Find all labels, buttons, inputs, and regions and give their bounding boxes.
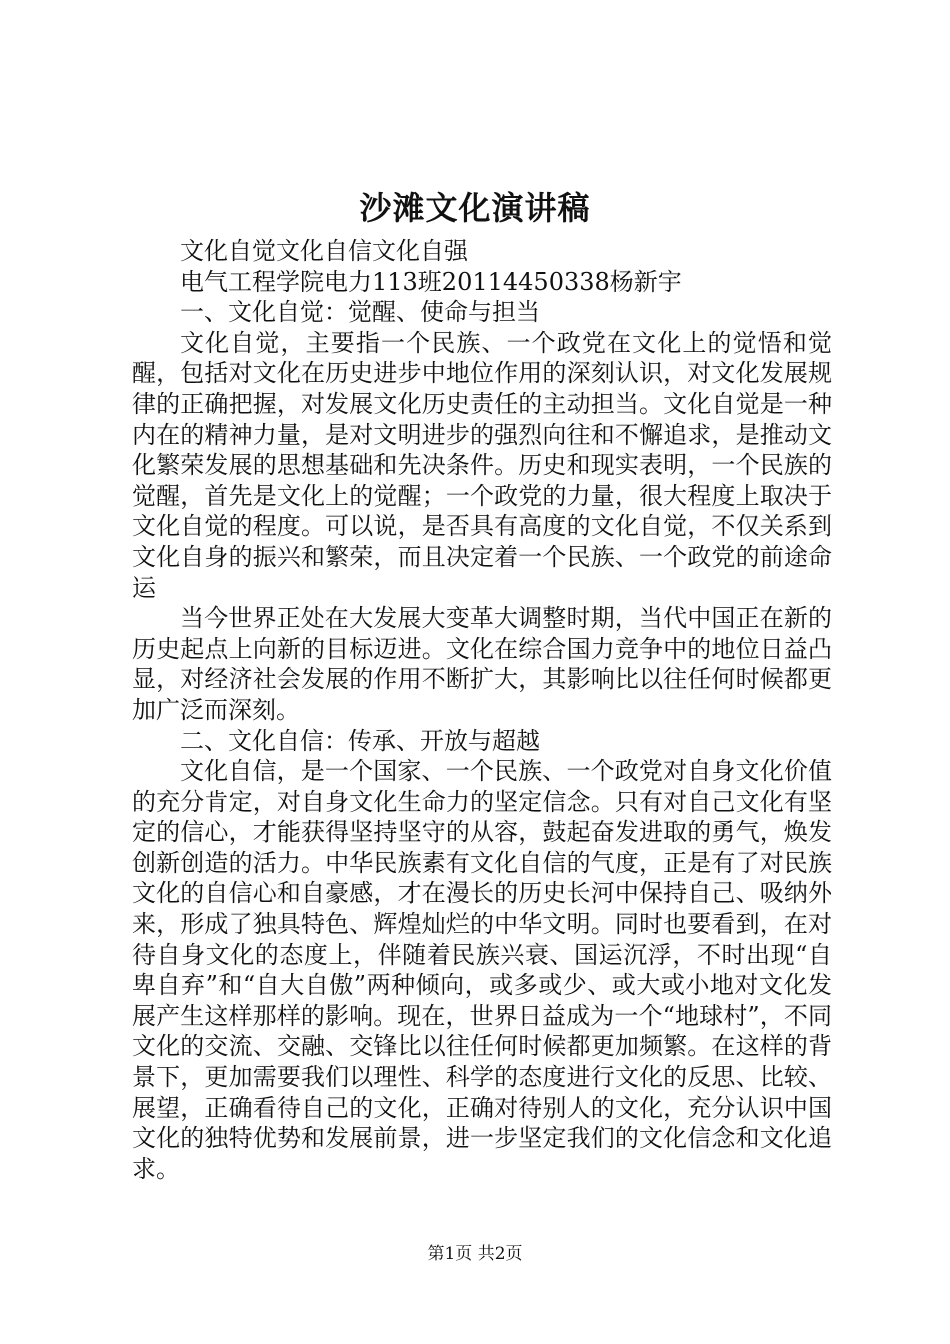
document-title: 沙滩文化演讲稿	[359, 189, 591, 227]
body-paragraph-3: 文化自信，是一个国家、一个民族、一个政党对自身文化价值的充分肯定，对自身文化生命力的坚定信念。只有对自己文化有坚定的信心，才能获得坚持坚守的从容，鼓起奋发进取的勇气，焕发创新创造的活力。中华民族素有文化自信的气度，正是有了对民族文化的自信心和自豪感，才在漫长的历史长河中保持自己、吸纳外来，形成了独具特色、辉煌灿烂的中华文明。同时也要看到，在对待自身文化的态度上，伴随着民族兴衰、国运沉浮，不时出现“自卑自弃”和“自大自傲”两种倾向，或多或少、或大或小地对文化发展产生这样那样的影响。现在，世界日益成为一个“地球村”，不同文化的交流、交融、交锋比以往任何时候都更加频繁。在这样的背景下，更加需要我们以理性、科学的态度进行文化的反思、比较、展望，正确看待自己的文化，正确对待别人的文化，充分认识中国文化的独特优势和发展前景，进一步坚定我们的文化信念和文化追求。	[132, 757, 832, 1183]
author-line: 电气工程学院电力113班20114450338杨新宇	[180, 267, 682, 296]
body-paragraph-1: 文化自觉，主要指一个民族、一个政党在文化上的觉悟和觉醒，包括对文化在历史进步中地位作用的深刻认识，对文化发展规律的正确把握，对发展文化历史责任的主动担当。文化自觉是一种内在的精神力量，是对文明进步的强烈向往和不懈追求，是推动文化繁荣发展的思想基础和先决条件。历史和现实表明，一个民族的觉醒，首先是文化上的觉醒；一个政党的力量，很大程度上取决于文化自觉的程度。可以说，是否具有高度的文化自觉，不仅关系到文化自身的振兴和繁荣，而且决定着一个民族、一个政党的前途命运	[132, 328, 832, 602]
document-body	[132, 236, 832, 1184]
section-heading-1: 一、文化自觉：觉醒、使命与担当	[180, 298, 540, 327]
section-heading-2: 二、文化自信：传承、开放与超越	[180, 726, 540, 755]
body-paragraph-2: 当今世界正处在大发展大变革大调整时期，当代中国正在新的历史起点上向新的目标迈进。文化在综合国力竞争中的地位日益凸显，对经济社会发展的作用不断扩大，其影响比以往任何时候都更加广泛而深刻。	[132, 604, 832, 724]
page-number-footer: 第1页 共2页	[427, 1244, 523, 1264]
subtitle-line: 文化自觉文化自信文化自强	[180, 237, 468, 265]
